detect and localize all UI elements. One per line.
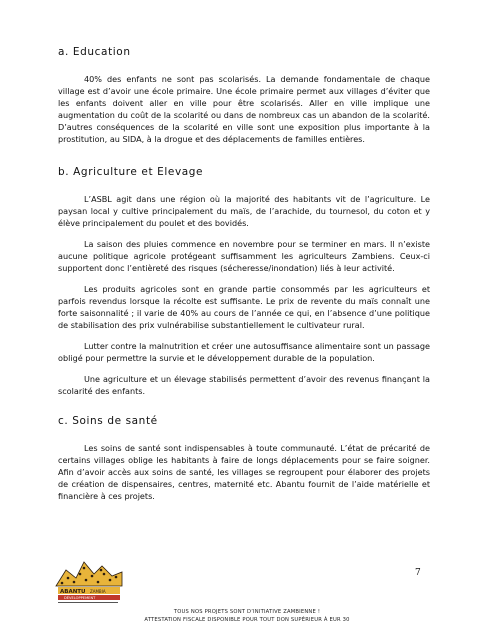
- paragraph: La saison des pluies commence en novembre pour se terminer en mars. Il n’existe aucune politique agricole protégeant suffisamment les agriculteurs Zambiens. Ceux-ci supportent donc l’entièreté des risques (sécheresse/inondation) liés à leur activité.: [58, 239, 430, 273]
- footer-line-2: ATTESTATION FISCALE DISPONIBLE POUR TOUT DON SUPÉRIEUR À EUR 30: [144, 617, 350, 623]
- paragraph: 40% des enfants ne sont pas scolarisés. La demande fondamentale de chaque village est d’avoir une école primaire. Une école primaire permet aux villages d’éviter que les enfants doivent aller en ville pour être scolarisés. Aller en ville implique une augmentation du coût de la scolarité ou dans de nombreux cas un abandon de la scolarité. D’autres conséquences de la scolarité en ville sont une exposition plus importante à la prostitution, au SIDA, à la drogue et des déplacements de familles entières.: [58, 74, 430, 144]
- section-heading-health: c. Soins de santé: [58, 415, 158, 427]
- section-heading-agriculture: b. Agriculture et Elevage: [58, 166, 204, 178]
- paragraph: Lutter contre la malnutrition et créer une autosuffisance alimentaire sont un passage obligé pour permettre la survie et le développement durable de la population.: [58, 341, 430, 363]
- paragraph: Une agriculture et un élevage stabilisés permettent d’avoir des revenus finançant la scolarité des enfants.: [58, 374, 430, 396]
- paragraph: L’ASBL agit dans une région où la majorité des habitants vit de l’agriculture. Le paysan local y cultive principalement du maïs, de l’arachide, du tournesol, du coton et y élève principalement du poulet et des bovidés.: [58, 194, 430, 228]
- footer-divider: [58, 602, 118, 603]
- paragraph: Les soins de santé sont indispensables à toute communauté. L’état de précarité de certains villages oblige les habitants à faire de longs déplacements pour se faire soigner. Afin d’avoir accès aux soins de santé, les villages se regroupent pour élaborer des projets de création de dispensaires, centres, maternité etc. Abantu fournit de l’aide matérielle et financière à ces projets.: [58, 443, 430, 501]
- page-number: 7: [415, 568, 421, 578]
- logo-subtitle: DÉVELOPPEMENT: [64, 596, 96, 600]
- logo-country: ZAMBIA: [90, 589, 106, 594]
- page-content: [58, 40, 430, 502]
- abantu-logo-graphic: [54, 556, 124, 602]
- abantu-logo: [54, 556, 124, 602]
- paragraph: Les produits agricoles sont en grande partie consommés par les agriculteurs et parfois revendus lorsque la récolte est suffisante. Le prix de revente du maïs connaît une forte saisonnalité ; il varie de 40% au cours de l’année ce qui, en l’absence d’une politique de stabilisation des prix vulnérabilise substantiellement le cultivateur rural.: [58, 284, 430, 330]
- section-heading-education: a. Education: [58, 46, 131, 58]
- footer-line-1: TOUS NOS PROJETS SONT D’INITIATIVE ZAMBIENNE !: [173, 609, 321, 615]
- page-footer: [130, 608, 364, 624]
- logo-name: ABANTU: [60, 589, 86, 595]
